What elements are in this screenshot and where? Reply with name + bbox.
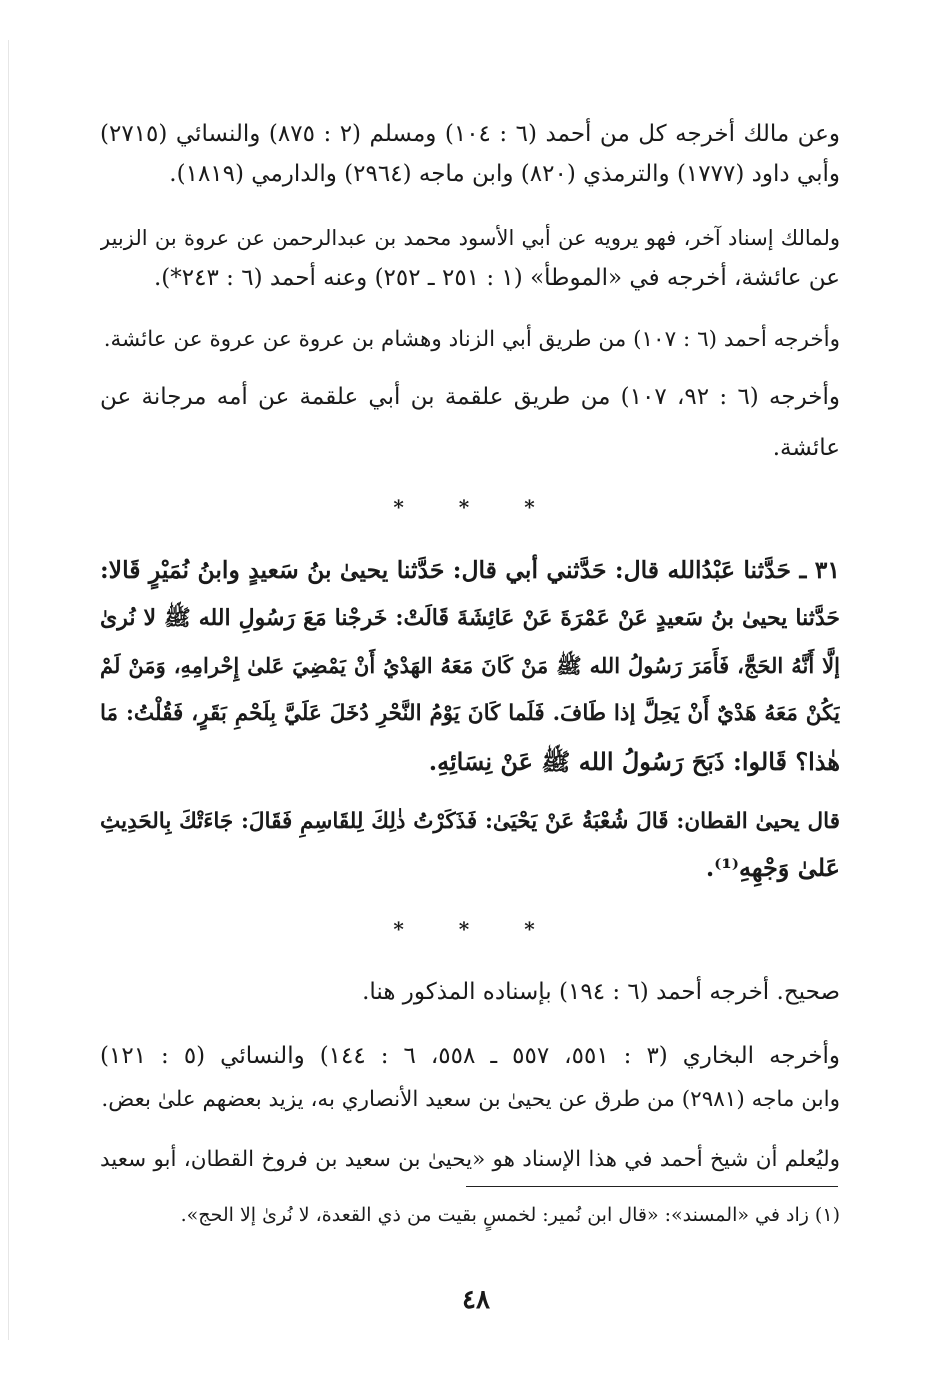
- hadith-line-1: ٣١ ـ حَدَّثنا عَبْدُالله قال: حَدَّثني أبي قال: حَدَّثنا يحيىٰ بنُ سَعيدٍ وابنُ نُمَيْرٍ قَالا:: [100, 556, 840, 584]
- qala-line-2: عَلىٰ وَجْهِهِ⁽¹⁾.: [705, 853, 840, 882]
- paragraph-3-line-1: وأخرجه أحمد (٦ : ١٠٧) من طريق أبي الزناد وهشام بن عروة عن عروة عن عائشة.: [103, 327, 840, 352]
- hadith-line-5: هٰذا؟ قَالوا: ذَبَحَ رَسُولُ الله ﷺ عَنْ نِسَائِهِ.: [428, 747, 840, 776]
- hadith-line-3: إلَّا أَنَّهُ الحَجَّ، فَأَمَرَ رَسُولُ الله ﷺ مَنْ كَانَ مَعَهُ الهَدْيُ أَنْ يَمْضِيَ عَلىٰ إِحْرامِهِ، وَمَنْ لَمْ: [100, 653, 840, 678]
- paragraph-4-line-1: وأخرجه (٦ : ٩٢، ١٠٧) من طريق علقمة بن أبي علقمة عن أمه مرجانة عن: [100, 384, 840, 410]
- takhrij-2-line-2: وابن ماجه (٢٩٨١) من طرق عن يحيىٰ بن سعيد الأنصاري به، يزيد بعضهم علىٰ بعض.: [101, 1087, 840, 1112]
- hadith-line-4: يَكُنْ مَعَهُ هَدْيٌ أَنْ يَحِلَّ إذا طَافَ. فَلَما كَانَ يَوْمُ النَّحْرِ دُخَلَ عَلَيَّ بِلَحْمِ بَقَرٍ، فَقُلْتُ: مَا: [100, 701, 840, 726]
- footnote: (١) زاد في «المسند»: «قال ابن نُمير: لخمسٍ بقيت من ذي القعدة، لا نُرىٰ إلا الحج».: [180, 1204, 840, 1226]
- paragraph-1-line-1: وعن مالك أخرجه كل من أحمد (٦ : ١٠٤) ومسلم (٢ : ٨٧٥) والنسائي (٢٧١٥): [100, 121, 840, 147]
- page-number: ٤٨: [462, 1285, 490, 1315]
- section-separator: * * *: [393, 917, 559, 941]
- paragraph-4-line-2: عائشة.: [772, 435, 840, 461]
- paragraph-1-line-2: وأبي داود (١٧٧٧) والترمذي (٨٢٠) وابن ماجه (٢٩٦٤) والدارمي (١٨١٩).: [169, 161, 840, 187]
- takhrij-2-line-1: وأخرجه البخاري (٣ : ٥٥١، ٥٥٧ ـ ٥٥٨، ٦ : ١٤٤) والنسائي (٥ : ١٢١): [100, 1043, 840, 1069]
- hadith-line-2: حَدَّثنا يحيىٰ بنُ سَعيدٍ عَنْ عَمْرَةَ عَنْ عَائِشَةَ قَالَتْ: خَرجْنا مَعَ رَسُولِ الله ﷺ لا نُرىٰ: [100, 605, 840, 631]
- takhrij-3-line-1: وليُعلم أن شيخ أحمد في هذا الإسناد هو «يحيىٰ بن سعيد بن فروخ القطان، أبو سعيد: [100, 1147, 840, 1172]
- paragraph-2-line-1: ولمالك إسناد آخر، فهو يرويه عن أبي الأسود محمد بن عبدالرحمن عن عروة بن الزبير: [100, 226, 840, 250]
- takhrij-1-line-1: صحيح. أخرجه أحمد (٦ : ١٩٤) بإسناده المذكور هنا.: [362, 979, 840, 1005]
- qala-line-1: قال يحيىٰ القطان: قَالَ شُعْبَةُ عَنْ يَحْيَىٰ: فَذَكَرْتُ ذٰلِكَ لِلقَاسِمِ فَقَالَ: جَاءَتْكَ بِالحَدِيثِ: [100, 809, 840, 834]
- footnote-divider: [466, 1186, 838, 1187]
- page-edge-shadow: [8, 40, 9, 1340]
- paragraph-2-line-2: عن عائشة، أخرجه في «الموطأ» (١ : ٢٥١ ـ ٢٥٢) وعنه أحمد (٦ : ٢٤٣*).: [153, 265, 840, 291]
- section-separator: * * *: [393, 495, 559, 519]
